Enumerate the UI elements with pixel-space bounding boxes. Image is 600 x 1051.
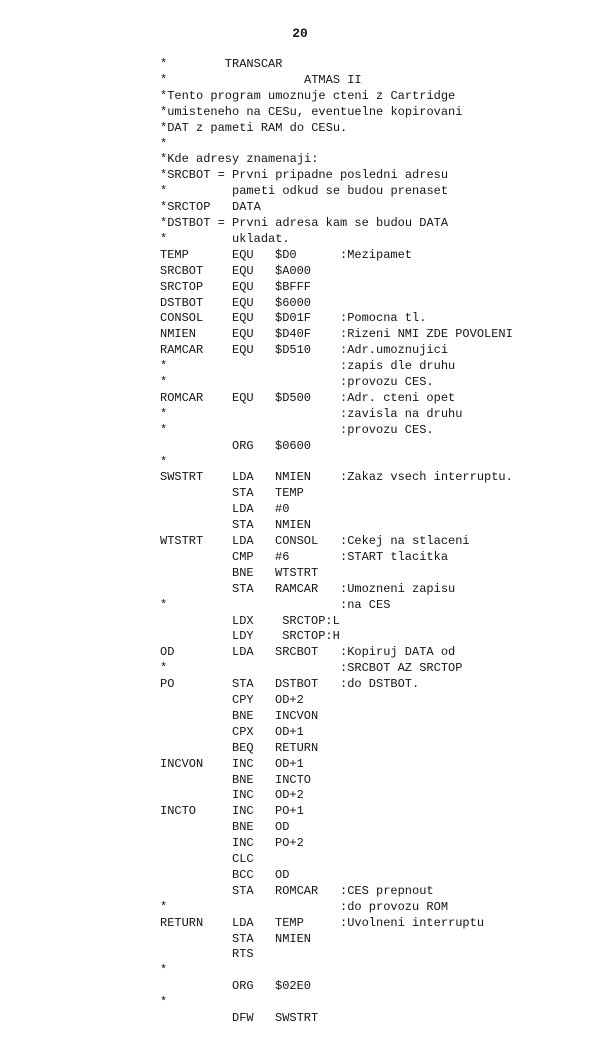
asm-opcode: CPY (232, 693, 254, 707)
asm-label: WTSTRT (160, 534, 204, 548)
asm-comment: :Rizeni NMI ZDE POVOLENI (340, 327, 513, 342)
asm-comment: :SRCBOT AZ SRCTOP (340, 661, 463, 676)
asm-operand: NMIEN (275, 518, 312, 533)
comment-text: * (160, 406, 168, 421)
comment-text: * (160, 995, 168, 1010)
comment-text: *umisteneho na CESu, eventuelne kopirovani (160, 104, 463, 119)
asm-comment: :Cekej na stlaceni (340, 534, 470, 548)
asm-opcode: EQU (232, 311, 254, 326)
asm-comment: :Adr. cteni opet (340, 390, 456, 405)
asm-opcode: STA (232, 486, 254, 501)
comment-text: * (160, 597, 168, 612)
asm-opcode: INC (232, 836, 254, 851)
asm-operand: $6000 (275, 295, 312, 310)
asm-opcode: BCC (232, 867, 254, 882)
asm-operand: OD+2 (275, 788, 304, 803)
asm-opcode: CMP (232, 549, 254, 564)
comment-text: * pameti odkud se budou prenaset (160, 184, 449, 199)
comment-text: * (160, 422, 168, 437)
comment-text: * (160, 899, 168, 914)
asm-operand: OD+1 (275, 756, 304, 771)
comment-text: * (160, 136, 168, 151)
asm-opcode: STA (232, 883, 254, 898)
asm-opcode: BEQ (232, 740, 254, 755)
asm-comment: :provozu CES. (340, 375, 434, 389)
asm-opcode: LDA (232, 470, 254, 485)
asm-comment: :Uvolneni interruptu (340, 915, 485, 930)
asm-operand: DSTBOT (275, 677, 319, 692)
asm-label: CONSOL (160, 311, 204, 326)
asm-operand: #0 (275, 502, 290, 517)
asm-opcode: EQU (232, 279, 254, 294)
asm-operand: $D01F (275, 311, 312, 326)
asm-opcode: EQU (232, 327, 254, 342)
asm-comment: :Umozneni zapisu (340, 581, 456, 596)
asm-operand: ROMCAR (275, 883, 319, 898)
asm-operand: NMIEN (275, 931, 312, 946)
asm-operand: CONSOL (275, 534, 319, 548)
asm-operand: SWSTRT (275, 1011, 319, 1025)
asm-comment: :Mezipamet (340, 247, 413, 262)
asm-opcode: ORG (232, 979, 254, 994)
asm-opcode: BNE (232, 565, 254, 580)
asm-opcode: BNE (232, 708, 254, 723)
comment-text: * TRANSCAR (160, 57, 283, 71)
asm-operand: TEMP (275, 486, 304, 501)
asm-opcode: STA (232, 931, 254, 946)
asm-opcode: ORG (232, 438, 254, 453)
asm-comment: :Zakaz vsech interruptu. (340, 470, 513, 485)
asm-label: ROMCAR (160, 390, 204, 405)
asm-operand: $D0 (275, 247, 297, 262)
comment-text: * (160, 359, 168, 374)
comment-text: * (160, 454, 168, 469)
asm-operand: $0600 (275, 438, 312, 453)
asm-opcode: EQU (232, 390, 254, 405)
asm-operand: RETURN (275, 740, 319, 755)
asm-operand: OD (275, 867, 290, 882)
asm-opcode: EQU (232, 263, 254, 278)
asm-operand: INCTO (275, 772, 312, 787)
asm-opcode: DFW (232, 1011, 254, 1025)
asm-opcode: STA (232, 581, 254, 596)
asm-operand: PO+1 (275, 804, 304, 819)
asm-operand: #6 (275, 549, 290, 564)
asm-label: DSTBOT (160, 295, 204, 310)
asm-operand: SRCTOP:H (275, 629, 340, 644)
asm-operand: SRCTOP:L (275, 613, 340, 628)
asm-operand: OD+2 (275, 693, 304, 707)
asm-opcode: LDY (232, 629, 254, 644)
asm-operand: SRCBOT (275, 645, 319, 660)
asm-operand: $D510 (275, 343, 312, 358)
comment-text: * (160, 661, 168, 676)
asm-opcode: INC (232, 804, 254, 819)
asm-opcode: LDA (232, 502, 254, 517)
asm-operand: INCVON (275, 708, 319, 723)
asm-operand: NMIEN (275, 470, 312, 485)
asm-label: OD (160, 645, 175, 660)
asm-opcode: STA (232, 677, 254, 692)
asm-comment: :zapis dle druhu (340, 359, 456, 374)
asm-operand: TEMP (275, 915, 304, 930)
asm-comment: :Kopiruj DATA od (340, 645, 456, 660)
asm-opcode: EQU (232, 295, 254, 310)
asm-label: RAMCAR (160, 343, 204, 358)
comment-text: * (160, 963, 168, 978)
comment-text: *SRCBOT = Prvni pripadne posledni adresu (160, 168, 449, 183)
asm-operand: $A000 (275, 263, 312, 278)
asm-operand: $02E0 (275, 979, 312, 994)
asm-comment: :CES prepnout (340, 883, 434, 898)
asm-operand: RAMCAR (275, 581, 319, 596)
asm-operand: OD (275, 820, 290, 835)
asm-label: NMIEN (160, 327, 197, 342)
asm-opcode: LDA (232, 534, 254, 548)
asm-comment: :START tlacitka (340, 549, 449, 564)
asm-label: INCTO (160, 804, 197, 819)
asm-comment: :do DSTBOT. (340, 677, 420, 692)
asm-operand: PO+2 (275, 836, 304, 851)
asm-operand: $D500 (275, 390, 312, 405)
asm-comment: :Adr.umoznujici (340, 343, 449, 358)
asm-label: SWSTRT (160, 470, 204, 485)
asm-comment: :provozu CES. (340, 422, 434, 437)
asm-opcode: EQU (232, 343, 254, 358)
asm-comment: :Pomocna tl. (340, 311, 427, 326)
asm-label: SRCBOT (160, 263, 204, 278)
asm-operand: $BFFF (275, 279, 312, 294)
asm-opcode: LDA (232, 915, 254, 930)
asm-comment: :na CES (340, 597, 391, 612)
asm-operand: $D40F (275, 327, 312, 342)
comment-text: * ukladat. (160, 231, 290, 246)
comment-text: *SRCTOP DATA (160, 200, 261, 215)
asm-opcode: CLC (232, 852, 254, 866)
asm-label: INCVON (160, 756, 204, 771)
page-number: 20 (292, 26, 308, 41)
comment-text: *DAT z pameti RAM do CESu. (160, 120, 348, 135)
asm-opcode: LDA (232, 645, 254, 660)
asm-opcode: LDX (232, 613, 254, 628)
comment-text: *Tento program umoznuje cteni z Cartridge (160, 88, 456, 103)
asm-label: PO (160, 677, 175, 692)
asm-opcode: STA (232, 518, 254, 533)
comment-text: *DSTBOT = Prvni adresa kam se budou DATA (160, 216, 449, 230)
asm-operand: OD+1 (275, 724, 304, 739)
asm-opcode: RTS (232, 947, 254, 962)
asm-opcode: INC (232, 756, 254, 771)
comment-text: *Kde adresy znamenaji: (160, 152, 319, 167)
asm-opcode: CPX (232, 724, 254, 739)
comment-text: * ATMAS II (160, 72, 362, 87)
asm-label: RETURN (160, 915, 204, 930)
asm-opcode: BNE (232, 820, 254, 835)
comment-text: * (160, 375, 168, 389)
asm-opcode: INC (232, 788, 254, 803)
asm-opcode: EQU (232, 247, 254, 262)
assembly-listing (0, 57, 600, 1037)
asm-operand: WTSTRT (275, 565, 319, 580)
asm-label: TEMP (160, 247, 189, 262)
asm-comment: :zavisla na druhu (340, 406, 463, 421)
asm-label: SRCTOP (160, 279, 204, 294)
asm-opcode: BNE (232, 772, 254, 787)
asm-comment: :do provozu ROM (340, 899, 449, 914)
